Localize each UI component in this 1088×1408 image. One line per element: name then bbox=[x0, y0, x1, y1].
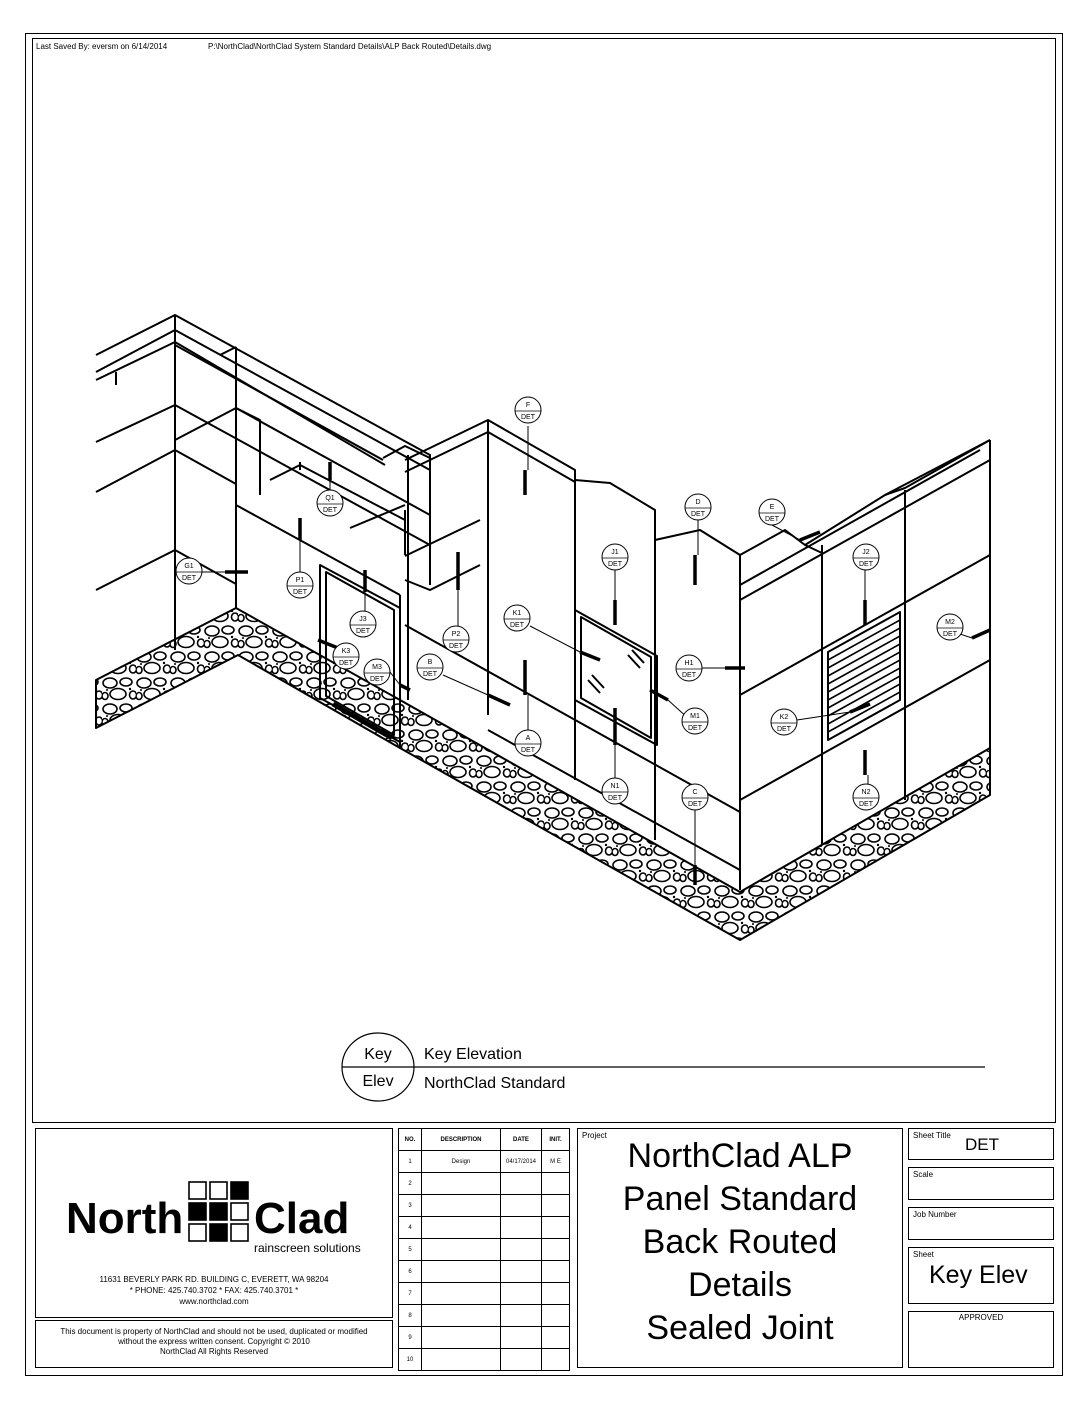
callout-g1[interactable] bbox=[176, 558, 202, 584]
svg-text:P1: P1 bbox=[295, 577, 305, 584]
logo-tagline: rainscreen solutions bbox=[254, 1241, 361, 1255]
svg-text:M2: M2 bbox=[945, 619, 955, 626]
callout-k1[interactable] bbox=[504, 605, 530, 631]
notice-line-3: NorthClad All Rights Reserved bbox=[159, 1347, 269, 1356]
sheet-title-box bbox=[908, 1128, 1054, 1160]
svg-text:A: A bbox=[525, 735, 531, 742]
table-row: 4 bbox=[399, 1217, 570, 1239]
sheet-title-value: DET bbox=[965, 1135, 999, 1154]
callout-j1[interactable] bbox=[602, 544, 628, 570]
svg-text:DET: DET bbox=[423, 671, 437, 678]
callout-a[interactable] bbox=[515, 730, 541, 756]
svg-text:DET: DET bbox=[521, 747, 535, 754]
project-box bbox=[577, 1128, 903, 1368]
key-top-text: Key bbox=[364, 1046, 392, 1063]
notice-line-2: without the express written consent. Copyright © 2010 bbox=[118, 1337, 310, 1346]
callout-k3[interactable] bbox=[333, 643, 359, 669]
svg-text:F: F bbox=[525, 402, 531, 409]
notice-box bbox=[35, 1320, 393, 1368]
logo-grid-icon bbox=[188, 1181, 250, 1243]
svg-text:DET: DET bbox=[608, 561, 622, 568]
svg-text:DET: DET bbox=[356, 628, 370, 635]
svg-text:M1: M1 bbox=[690, 713, 700, 720]
svg-text:K2: K2 bbox=[779, 714, 789, 721]
table-row: 3 bbox=[399, 1195, 570, 1217]
company-address: 11631 BEVERLY PARK RD. BUILDING C, EVERETT, WA 98204 bbox=[99, 1275, 329, 1284]
project-line-5: Sealed Joint bbox=[646, 1309, 834, 1347]
file-path-text: P:\NorthClad\NorthClad System Standard Details\ALP Back Routed\Details.dwg bbox=[208, 42, 492, 51]
svg-text:DET: DET bbox=[510, 622, 524, 629]
project-label: Project bbox=[582, 1131, 607, 1140]
svg-text:DET: DET bbox=[691, 511, 705, 518]
callout-q1[interactable] bbox=[317, 490, 343, 516]
table-row: 10 bbox=[399, 1349, 570, 1371]
callout-m2[interactable] bbox=[937, 614, 963, 640]
svg-text:J2: J2 bbox=[862, 549, 870, 556]
logo-clad: Clad bbox=[254, 1194, 350, 1243]
rev-col-description: DESCRIPTION bbox=[422, 1129, 501, 1151]
svg-text:DET: DET bbox=[943, 631, 957, 638]
callout-p1[interactable] bbox=[287, 572, 313, 598]
svg-text:DET: DET bbox=[688, 801, 702, 808]
svg-text:N2: N2 bbox=[861, 789, 871, 796]
project-line-2: Panel Standard bbox=[622, 1180, 858, 1218]
svg-text:DET: DET bbox=[688, 725, 702, 732]
project-line-4: Details bbox=[688, 1266, 792, 1304]
svg-text:DET: DET bbox=[323, 507, 337, 514]
approved-label: APPROVED bbox=[958, 1313, 1004, 1322]
table-row: 7 bbox=[399, 1283, 570, 1305]
table-row: 6 bbox=[399, 1261, 570, 1283]
scale-label: Scale bbox=[913, 1170, 934, 1179]
table-row: 2 bbox=[399, 1173, 570, 1195]
callout-f[interactable] bbox=[515, 397, 541, 423]
callout-n2[interactable] bbox=[853, 784, 879, 810]
key-subtitle: NorthClad Standard bbox=[424, 1075, 566, 1092]
project-title bbox=[578, 1135, 902, 1350]
svg-text:J3: J3 bbox=[359, 616, 367, 623]
logo-north: North bbox=[66, 1194, 184, 1243]
svg-text:DET: DET bbox=[521, 414, 535, 421]
key-label bbox=[340, 1030, 990, 1110]
svg-text:B: B bbox=[427, 659, 433, 666]
callout-m3[interactable] bbox=[364, 659, 390, 685]
svg-text:G1: G1 bbox=[184, 563, 194, 570]
callout-e[interactable] bbox=[759, 499, 785, 525]
company-box bbox=[35, 1128, 393, 1318]
revision-table bbox=[398, 1128, 570, 1371]
sheet-value: Key Elev bbox=[929, 1261, 1028, 1289]
svg-text:E: E bbox=[769, 504, 775, 511]
svg-text:DET: DET bbox=[370, 676, 384, 683]
key-title: Key Elevation bbox=[424, 1046, 522, 1063]
table-row: 9 bbox=[399, 1327, 570, 1349]
svg-text:DET: DET bbox=[339, 660, 353, 667]
table-row: 1 Design 04/17/2014 M E bbox=[399, 1151, 570, 1173]
rev-col-date: DATE bbox=[501, 1129, 542, 1151]
svg-text:M3: M3 bbox=[372, 664, 382, 671]
svg-text:DET: DET bbox=[859, 801, 873, 808]
key-bottom-text: Elev bbox=[362, 1073, 394, 1090]
rev-col-no: NO. bbox=[399, 1129, 422, 1151]
company-phone: * PHONE: 425.740.3702 * FAX: 425.740.3701 * bbox=[129, 1286, 299, 1295]
job-number-box bbox=[908, 1207, 1054, 1240]
table-row: 8 bbox=[399, 1305, 570, 1327]
callout-p2[interactable] bbox=[443, 626, 469, 652]
callout-b[interactable] bbox=[417, 654, 443, 680]
scale-box bbox=[908, 1167, 1054, 1200]
svg-text:DET: DET bbox=[777, 726, 791, 733]
sheet-box bbox=[908, 1247, 1054, 1304]
callout-j2[interactable] bbox=[853, 544, 879, 570]
callout-d[interactable] bbox=[685, 494, 711, 520]
callout-k2[interactable] bbox=[771, 709, 797, 735]
svg-text:K1: K1 bbox=[512, 610, 522, 617]
company-web[interactable]: www.northclad.com bbox=[179, 1297, 249, 1306]
sheet-title-label: Sheet Title bbox=[913, 1131, 951, 1140]
approved-box bbox=[908, 1311, 1054, 1368]
project-line-1: NorthClad ALP bbox=[627, 1137, 853, 1175]
svg-text:H1: H1 bbox=[684, 660, 694, 667]
svg-text:D: D bbox=[695, 499, 701, 506]
svg-text:DET: DET bbox=[859, 561, 873, 568]
svg-text:P2: P2 bbox=[451, 631, 461, 638]
rev-col-init: INIT. bbox=[542, 1129, 570, 1151]
svg-text:DET: DET bbox=[293, 589, 307, 596]
project-line-3: Back Routed bbox=[642, 1223, 838, 1261]
svg-text:N1: N1 bbox=[610, 783, 620, 790]
svg-text:DET: DET bbox=[608, 795, 622, 802]
svg-text:DET: DET bbox=[765, 516, 779, 523]
svg-text:C: C bbox=[692, 789, 698, 796]
svg-text:J1: J1 bbox=[611, 549, 619, 556]
company-logo bbox=[66, 1179, 366, 1254]
saved-by-text: Last Saved By: eversm on 6/14/2014 bbox=[36, 42, 168, 51]
svg-text:DET: DET bbox=[682, 672, 696, 679]
callout-c[interactable] bbox=[682, 784, 708, 810]
notice-line-1: This document is property of NorthClad and should not be used, duplicated or modified bbox=[60, 1327, 368, 1336]
callout-m1[interactable] bbox=[682, 708, 708, 734]
svg-text:Q1: Q1 bbox=[325, 495, 335, 502]
svg-text:K3: K3 bbox=[341, 648, 351, 655]
callout-h1[interactable] bbox=[676, 655, 702, 681]
revision-header-row bbox=[399, 1129, 570, 1151]
job-number-label: Job Number bbox=[913, 1210, 957, 1219]
svg-text:DET: DET bbox=[449, 643, 463, 650]
svg-text:DET: DET bbox=[182, 575, 196, 582]
sheet-label: Sheet bbox=[913, 1250, 934, 1259]
table-row: 5 bbox=[399, 1239, 570, 1261]
callout-j3[interactable] bbox=[350, 611, 376, 637]
callout-n1[interactable] bbox=[602, 778, 628, 804]
